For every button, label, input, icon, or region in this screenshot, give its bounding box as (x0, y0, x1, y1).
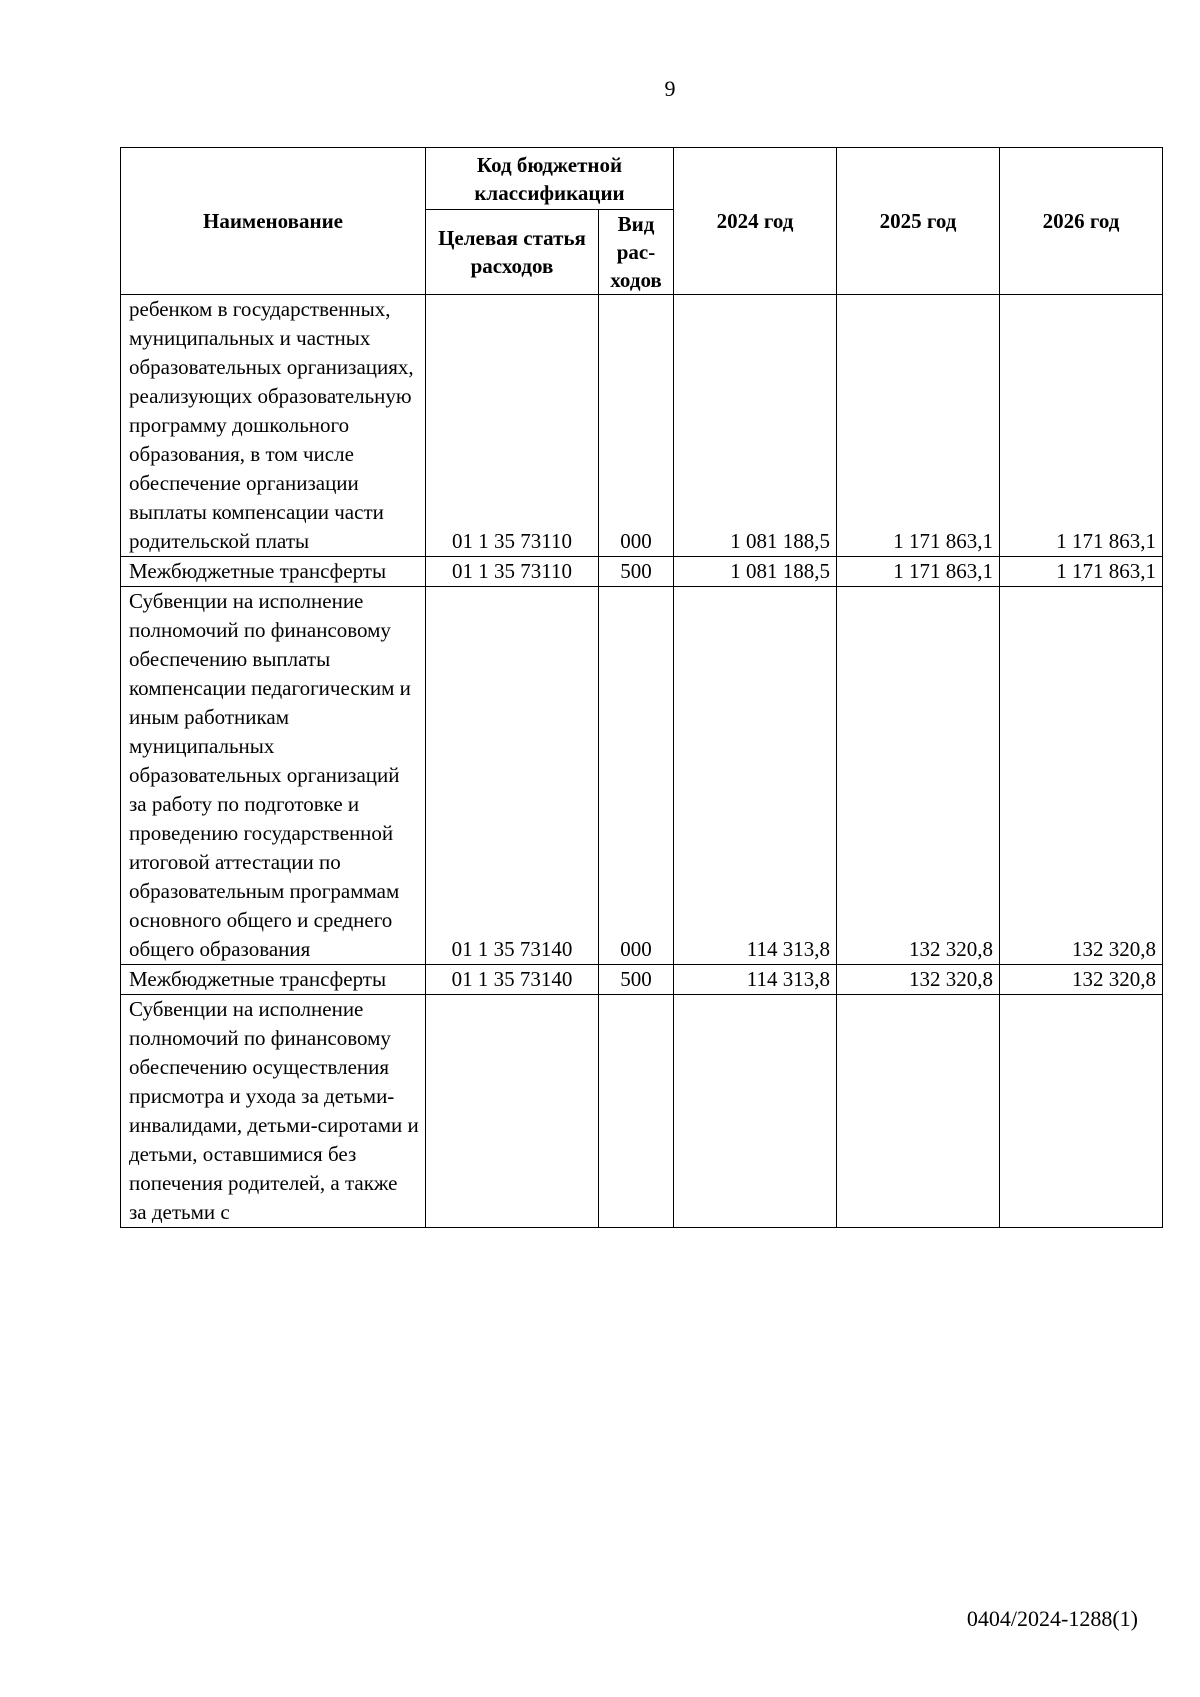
page-number: 9 (664, 76, 676, 101)
header-code-group: Код бюджетной классификации (426, 148, 674, 210)
row-2024 (674, 995, 837, 1228)
row-2024: 114 313,8 (674, 965, 837, 995)
row-name: Субвенции на исполнение полномочий по финансовому обеспечению выплаты компенсации педагогическим и иным работникам муниципальных образовательных организаций за работу по подготовке и проведению государственной итоговой аттестации по образовательным программам основного общего и среднего общего образования (121, 587, 426, 965)
row-name: ребенком в государственных, муниципальных и частных образовательных организациях, реализующих образовательную программу дошкольного образования, в том числе обеспечение организации выплаты компенсации части родительской платы (121, 295, 426, 557)
row-target-article: 01 1 35 73110 (426, 557, 599, 587)
row-2025 (837, 995, 1000, 1228)
row-expense-type: 500 (599, 557, 674, 587)
row-2024: 1 081 188,5 (674, 557, 837, 587)
document-id: 0404/2024-1288(1) (966, 1606, 1138, 1631)
row-target-article: 01 1 35 73140 (426, 965, 599, 995)
row-2026: 1 171 863,1 (1000, 295, 1163, 557)
row-name: Межбюджетные трансферты (121, 965, 426, 995)
row-expense-type (599, 995, 674, 1228)
row-expense-type: 000 (599, 295, 674, 557)
row-target-article: 01 1 35 73110 (426, 295, 599, 557)
header-expense-type: Вид рас-ходов (599, 210, 674, 295)
row-2026 (1000, 995, 1163, 1228)
header-name: Наименование (121, 148, 426, 295)
row-2026: 132 320,8 (1000, 965, 1163, 995)
row-2024: 114 313,8 (674, 587, 837, 965)
table-row (121, 587, 1163, 965)
row-2025: 1 171 863,1 (837, 295, 1000, 557)
table-row (121, 995, 1163, 1228)
header-target-article: Целевая статья расходов (426, 210, 599, 295)
row-2026: 132 320,8 (1000, 587, 1163, 965)
table-row (121, 965, 1163, 995)
header-2025: 2025 год (837, 148, 1000, 295)
row-target-article: 01 1 35 73140 (426, 587, 599, 965)
row-2025: 132 320,8 (837, 587, 1000, 965)
row-2025: 132 320,8 (837, 965, 1000, 995)
row-2026: 1 171 863,1 (1000, 557, 1163, 587)
header-2024: 2024 год (674, 148, 837, 295)
row-2024: 1 081 188,5 (674, 295, 837, 557)
header-2026: 2026 год (1000, 148, 1163, 295)
row-target-article (426, 995, 599, 1228)
table-row (121, 557, 1163, 587)
row-expense-type: 000 (599, 587, 674, 965)
table-row (121, 295, 1163, 557)
row-expense-type: 500 (599, 965, 674, 995)
row-2025: 1 171 863,1 (837, 557, 1000, 587)
row-name: Межбюджетные трансферты (121, 557, 426, 587)
budget-table (120, 147, 1163, 1228)
header-row (121, 148, 1163, 210)
row-name: Субвенции на исполнение полномочий по финансовому обеспечению осуществления присмотра и ухода за детьми-инвалидами, детьми-сиротами и детьми, оставшимися без попечения родителей, а также за детьми с (121, 995, 426, 1228)
